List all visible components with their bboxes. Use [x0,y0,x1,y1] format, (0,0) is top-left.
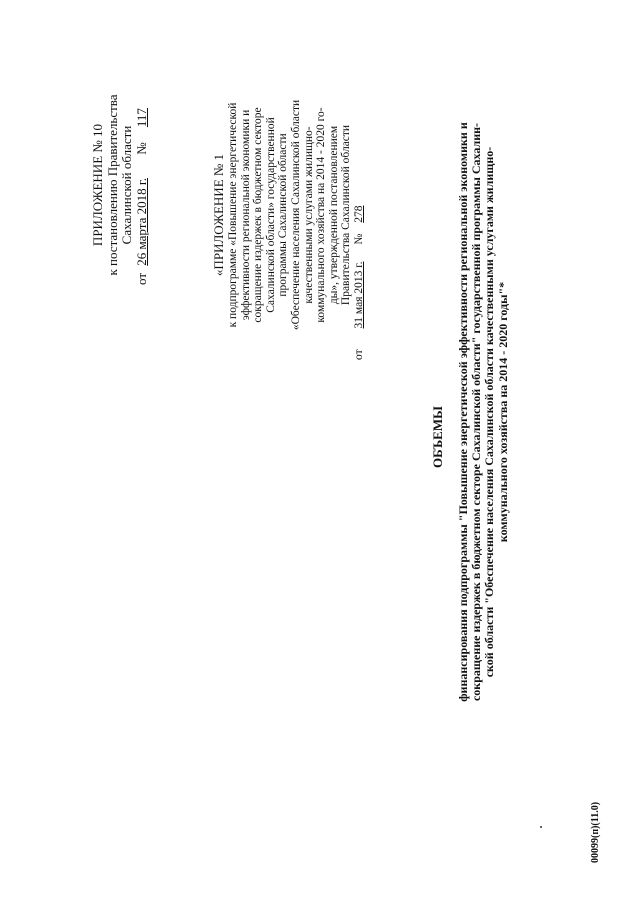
appendix-1-line: программы Сахалинской области [277,133,290,297]
number-sign: № [133,142,149,155]
appendix-10-line-2: Сахалинской области [119,125,134,245]
appendix-10-date-line [135,85,150,285]
appendix-1-block [211,70,366,360]
appendix-1-line: ды», утвержденной постановлением [327,125,340,305]
document-title: ОБЪЕМЫ [430,406,445,468]
appendix-10-title: ПРИЛОЖЕНИЕ № 10 [90,123,105,247]
from-label: от [133,272,149,285]
appendix-1-line: «Обеспечение населения Сахалинской области [289,99,302,331]
appendix-1-line: сокращение издержек в бюджетном секторе [252,107,265,323]
stray-dot [540,826,542,828]
appendix-1-line: Сахалинской области» государственной [264,117,277,313]
from-label: от [352,349,365,360]
resolution-number: 117 [133,108,149,128]
document-code: 00099(п)(11.0) [590,801,601,863]
appendix-1-line: коммунального хозяйства на 2014 - 2020 го- [315,107,328,323]
appendix-1-line: качественными услугами жилищно- [302,126,315,304]
appendix-1-date-line [353,70,366,360]
subtitle-line: коммунального хозяйства на 2014 - 2020 годы"* [495,281,510,543]
appendix-1-line: к подпрограмме «Повышение энергетической [227,102,239,328]
resolution-date: 31 мая 2013 г. [352,261,365,329]
subtitle-line: сокращение издержек в бюджетном секторе Сахалинской области" государственной программы Сахалин- [469,122,484,702]
appendix-1-line: эффективности региональной экономики и [239,109,252,321]
appendix-10-line-1: к постановлению Правительства [104,94,120,276]
appendix-10-block [91,85,149,285]
appendix-1-line: Правительства Сахалинской области [340,124,353,306]
resolution-number: 278 [352,205,365,223]
subtitle-line: ской области "Обеспечение населения Сахалинской области качественными услугами жилищно- [482,146,497,678]
appendix-1-title: «ПРИЛОЖЕНИЕ № 1 [211,153,226,277]
document-subtitle [457,32,510,792]
number-sign: № [352,233,365,245]
resolution-date: 26 марта 2018 г. [133,178,149,266]
subtitle-line: финансирования подпрограммы "Повышение энергетической эффективности региональной экономики и [456,122,470,702]
